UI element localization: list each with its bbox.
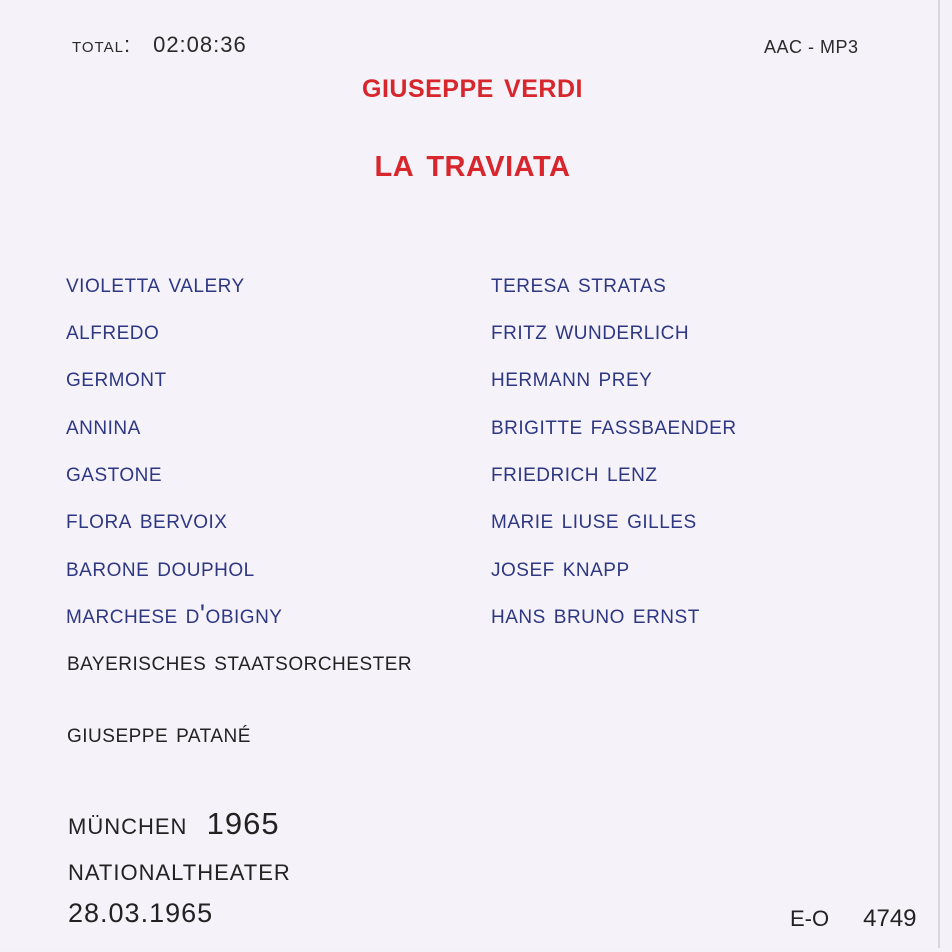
cast-role: germont (66, 362, 167, 392)
cast-singer: friedrich lenz (491, 457, 658, 487)
cast-singer: teresa stratas (491, 268, 667, 298)
cast-singer: brigitte fassbaender (491, 410, 737, 440)
cast-role: barone douphol (66, 552, 255, 582)
cast-role: marchese d'obigny (66, 599, 283, 629)
catalog-label: E-O (790, 906, 830, 931)
opera-title: la traviata (374, 138, 571, 185)
total-label: total: (72, 32, 132, 57)
conductor: giuseppe patané (67, 718, 251, 748)
cast-role: alfredo (66, 315, 160, 345)
cast-singer: hermann prey (491, 362, 653, 392)
performance-date: 28.03.1965 (68, 898, 214, 928)
total-time: 02:08:36 (153, 32, 247, 57)
cast-role: flora bervoix (66, 504, 228, 534)
cast-singer: fritz wunderlich (491, 315, 690, 345)
cast-singer: josef knapp (491, 552, 630, 582)
orchestra: bayerisches staatsorchester (67, 646, 413, 676)
total-duration (72, 32, 247, 58)
city-year: münchen 1965 (68, 806, 280, 841)
catalog-number (790, 905, 917, 933)
audio-format: AAC - MP3 (764, 37, 859, 57)
catalog-id: 4749 (863, 905, 917, 932)
theater: nationaltheater (68, 852, 291, 887)
cast-singer: marie liuse gilles (491, 504, 697, 534)
cast-singer: hans bruno ernst (491, 599, 700, 629)
cast-role: violetta valery (66, 268, 245, 298)
cast-role: annina (66, 410, 141, 440)
cast-role: gastone (66, 457, 163, 487)
composer-title: giuseppe verdi (362, 66, 583, 105)
